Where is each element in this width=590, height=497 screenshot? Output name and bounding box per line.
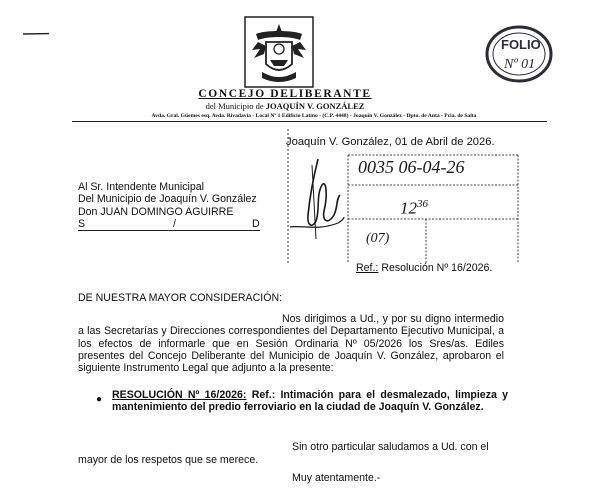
closing-line-1: Sin otro particular saludamos a Ud. con el <box>292 441 489 453</box>
municipal-crest-icon <box>244 16 314 88</box>
date-line: Joaquín V. González, 01 de Abril de 2026. <box>286 136 495 148</box>
greeting: DE NUESTRA MAYOR CONSIDERACIÓN: <box>78 292 283 304</box>
pen-mark-icon <box>22 32 50 36</box>
council-subtitle <box>140 101 430 111</box>
entry-number-handwritten: 0035 06-04-26 <box>358 157 465 177</box>
salutation-s: S <box>78 218 86 230</box>
recipient-line-1: Al Sr. Intendente Municipal <box>78 181 205 193</box>
letterhead-divider <box>72 121 547 122</box>
reference-value: Resolución Nº 16/2026. <box>378 262 493 274</box>
bullet-icon: ● <box>96 394 103 405</box>
municipality-name: JOAQUÍN V. GONZÁLEZ <box>265 101 365 111</box>
entry-time-handwritten <box>400 198 428 219</box>
council-title: CONCEJO DELIBERANTE <box>198 88 372 100</box>
entry-time-minutes: 36 <box>417 198 428 210</box>
folio-stamp <box>484 24 554 84</box>
folio-number: Nº 01 <box>504 57 536 72</box>
reference-label: Ref.: <box>356 262 379 274</box>
resolution-item <box>112 389 508 414</box>
signature-icon <box>288 155 346 241</box>
salutation-d: D <box>252 218 260 230</box>
regards: Muy atentamente.- <box>292 472 381 484</box>
salutation-slash: / <box>173 218 176 230</box>
closing-line-2: mayor de los respetos que se merece. <box>78 454 259 466</box>
resolution-label: RESOLUCIÓN Nº 16/2026: <box>112 389 247 401</box>
body-text: Nos dirigimos a Ud., y por su digno intermedio a las Secretarías y Direcciones correspondientes del Departamento Ejecutivo Municipal, a los efectos de informarle que en Sesión Ordinaria Nº 05/2026 los Sres/as. Ediles presentes del Concejo Deliberante del Municipio de Joaquín V. González, aprobaron el siguiente Instrumento Legal que adjunto a la presente: <box>78 313 504 375</box>
subtitle-prefix: del Municipio de <box>205 101 266 111</box>
body-paragraph <box>78 313 504 374</box>
sheet-count-handwritten: (07) <box>366 231 390 246</box>
recipient-line-3: Don JUAN DOMINGO AGUIRRE <box>78 205 234 218</box>
recipient-block <box>78 181 257 218</box>
council-address: Avda. Gral. Güemes esq. Avda. Rivadavia - Local Nº 1 Edificio Latino - (C.P. 4448) - Joaquín V. González - Dpto. de Anta - Pcia. de Salta <box>151 113 477 119</box>
recipient-line-2: Del Municipio de Joaquín V. González <box>78 193 257 206</box>
folio-label: FOLIO <box>501 37 541 52</box>
entry-time-hour: 12 <box>400 198 417 218</box>
recipient-salutation-line <box>78 218 260 231</box>
resolution-text: Ref.: Intimación para el desmalezado, limpieza y mantenimiento del predio ferroviario en la ciudad de Joaquín V. González. <box>112 389 509 414</box>
reference-line <box>356 262 492 274</box>
